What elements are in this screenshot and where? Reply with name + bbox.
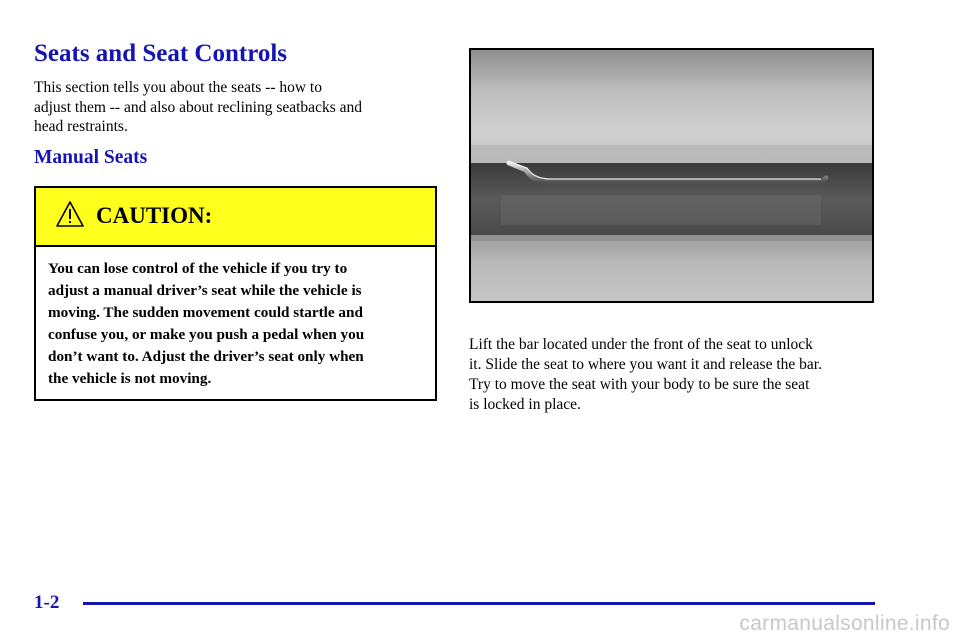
- warning-triangle-icon: [55, 200, 85, 228]
- footer-divider: [83, 602, 875, 605]
- instruction-paragraph: [469, 335, 889, 415]
- caution-header: [36, 188, 435, 247]
- caution-line: confuse you, or make you push a pedal when you: [48, 326, 365, 343]
- intro-paragraph: [34, 78, 434, 137]
- instruction-line: Lift the bar located under the front of the seat to unlock: [469, 336, 813, 353]
- caution-line: You can lose control of the vehicle if you try to: [48, 260, 348, 277]
- caution-box: [34, 186, 437, 401]
- page-title: Seats and Seat Controls: [34, 40, 288, 67]
- section-heading-manual-seats: Manual Seats: [34, 147, 148, 168]
- intro-line: adjust them -- and also about reclining seatbacks and: [34, 98, 362, 116]
- instruction-line: it. Slide the seat to where you want it and release the bar.: [469, 356, 822, 373]
- caution-label: CAUTION:: [96, 203, 213, 228]
- page-number: 1-2: [34, 592, 60, 613]
- seat-bar-illustration: [471, 50, 872, 301]
- intro-line: This section tells you about the seats -- how to: [34, 79, 322, 96]
- intro-line: head restraints.: [34, 118, 128, 135]
- instruction-line: Try to move the seat with your body to be sure the seat: [469, 376, 810, 393]
- instruction-line: is locked in place.: [469, 396, 581, 413]
- seat-adjuster-bar-photo: [469, 48, 874, 303]
- site-watermark: carmanualsonline.info: [739, 612, 950, 635]
- caution-line: adjust a manual driver’s seat while the vehicle is: [48, 282, 362, 299]
- caution-line: the vehicle is not moving.: [48, 370, 212, 387]
- caution-line: moving. The sudden movement could startle and: [48, 304, 363, 321]
- caution-line: don’t want to. Adjust the driver’s seat only when: [48, 348, 364, 365]
- caution-text: [48, 258, 428, 390]
